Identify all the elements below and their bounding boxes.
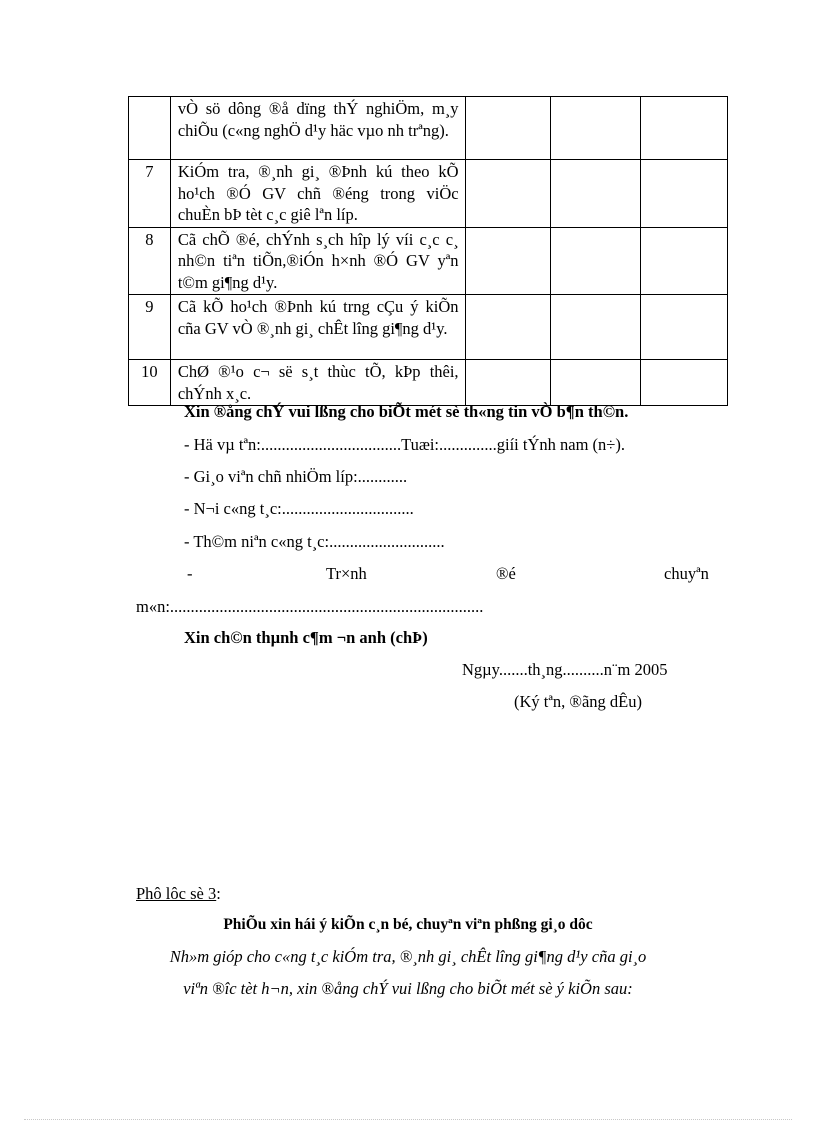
row-criterion: Cã chÕ ®é, chÝnh s¸ch hîp lý víi c¸c c¸ nh©n tiªn tiÕn,®iÓn h×nh ®Ó GV yªn t©m gi¶ng d¹y. [170, 227, 465, 295]
row-number: 10 [129, 360, 171, 406]
appendix-paragraph-line: Nh»m gióp cho c«ng t¸c kiÓm tra, ®¸nh gi¸ chÊt lîng gi¶ng d¹y cña gi¸o [169, 947, 647, 966]
survey-table [128, 96, 728, 406]
rating-cell[interactable] [465, 295, 550, 360]
seniority-field[interactable]: - Th©m niªn c«ng t¸c:............................ [184, 532, 445, 551]
form-intro: Xin ®ång chÝ vui lßng cho biÕt mét sè th«ng tin vÒ b¶n th©n. [184, 402, 629, 421]
rating-cell[interactable] [465, 227, 550, 295]
education-word: ®é [496, 564, 516, 583]
rating-cell[interactable] [551, 360, 640, 406]
table-row [129, 160, 728, 228]
rating-cell[interactable] [551, 97, 640, 160]
rating-cell[interactable] [640, 227, 728, 295]
row-criterion: ChØ ®¹o c¬ së s¸t thùc tÕ, kÞp thêi, chÝnh x¸c. [170, 360, 465, 406]
row-number: 7 [129, 160, 171, 228]
rating-cell[interactable] [551, 227, 640, 295]
row-number [129, 97, 171, 160]
education-field[interactable]: m«n:............................................................................ [136, 597, 484, 616]
row-criterion: Cã kÕ ho¹ch ®Þnh kú trng cÇu ý kiÕn cña GV vÒ ®¸nh gi¸ chÊt lîng gi¶ng d¹y. [170, 295, 465, 360]
table-row [129, 227, 728, 295]
name-age-gender-field[interactable]: - Hä vµ tªn:..................................Tuæi:..............giíi tÝnh nam (n÷). [184, 435, 625, 454]
table-row [129, 295, 728, 360]
appendix-title: PhiÕu xin hái ý kiÕn c¸n bé, chuyªn viªn phßng gi¸o dôc [223, 916, 593, 933]
table-row [129, 97, 728, 160]
workplace-field[interactable]: - N¬i c«ng t¸c:................................ [184, 499, 414, 518]
homeroom-teacher-field[interactable]: - Gi¸o viªn chñ nhiÖm líp:............ [184, 467, 408, 486]
education-word: Tr×nh [326, 564, 367, 583]
row-number: 9 [129, 295, 171, 360]
rating-cell[interactable] [640, 160, 728, 228]
rating-cell[interactable] [465, 97, 550, 160]
signature-label: (Ký tªn, ®ãng dÊu) [514, 692, 642, 711]
appendix-paragraph-line: viªn ®îc tèt h¬n, xin ®ång chÝ vui lßng cho biÕt mét sè ý kiÕn sau: [183, 979, 633, 998]
education-dash: - [187, 564, 193, 583]
rating-cell[interactable] [551, 160, 640, 228]
rating-cell[interactable] [465, 160, 550, 228]
table-row [129, 360, 728, 406]
row-criterion: KiÓm tra, ®¸nh gi¸ ®Þnh kú theo kÕ ho¹ch ®Ó GV chñ ®éng trong viÖc chuÈn bÞ tèt c¸c giê lªn líp. [170, 160, 465, 228]
rating-cell[interactable] [640, 97, 728, 160]
page-bottom-border [24, 1119, 792, 1120]
row-criterion: vÒ sö dông ®å dïng thÝ nghiÖm, m¸y chiÕu (c«ng nghÖ d¹y häc vµo nh trªng). [170, 97, 465, 160]
rating-cell[interactable] [640, 295, 728, 360]
row-number: 8 [129, 227, 171, 295]
rating-cell[interactable] [640, 360, 728, 406]
rating-cell[interactable] [551, 295, 640, 360]
date-field[interactable]: Ngµy.......th¸ng..........n¨m 2005 [462, 660, 668, 679]
appendix-colon: : [216, 884, 221, 903]
appendix-heading [136, 884, 221, 904]
rating-cell[interactable] [465, 360, 550, 406]
appendix-label: Phô lôc sè 3 [136, 884, 217, 903]
education-word: chuyªn [664, 564, 709, 583]
thanks-text: Xin ch©n thµnh c¶m ¬n anh (chÞ) [184, 628, 428, 647]
